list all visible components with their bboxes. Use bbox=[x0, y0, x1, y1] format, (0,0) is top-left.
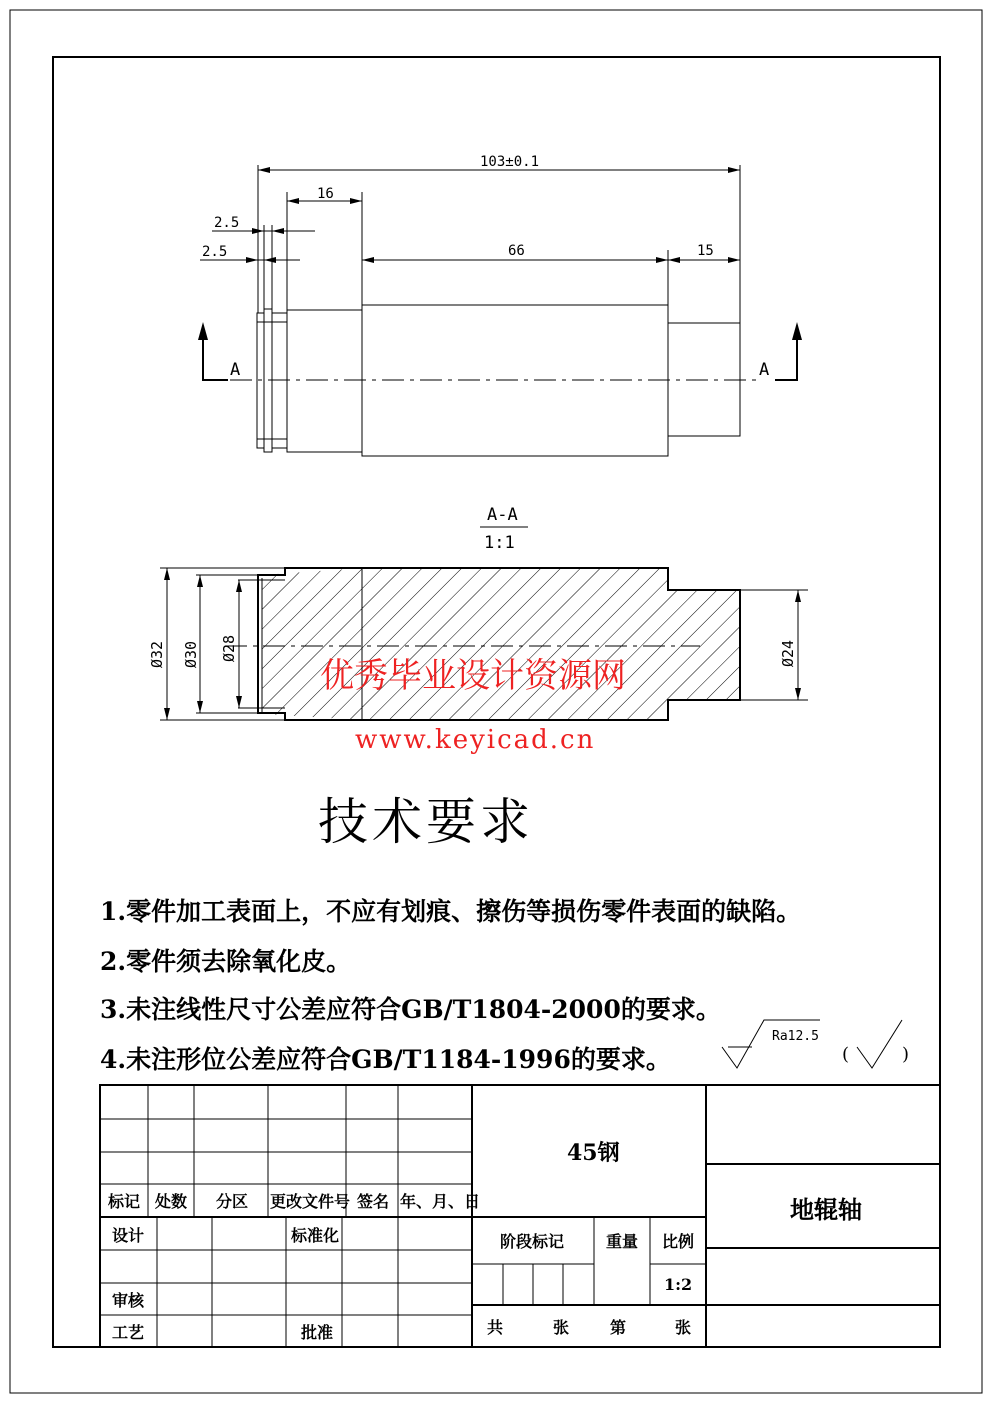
dia-28: Ø28 bbox=[220, 634, 238, 662]
dia-24: Ø24 bbox=[779, 639, 797, 667]
roughness-symbol bbox=[722, 1020, 909, 1068]
dim-2-5-top: 2.5 bbox=[214, 215, 240, 231]
dim-66: 66 bbox=[508, 243, 525, 259]
requirement-item-2: 2.零件须去除氧化皮。 bbox=[100, 947, 352, 976]
tb-header-date: 年、月、日 bbox=[400, 1192, 481, 1211]
tb-header-mark: 标记 bbox=[108, 1192, 141, 1211]
dim-overall: 103±0.1 bbox=[480, 154, 540, 170]
dim-15: 15 bbox=[697, 243, 714, 259]
tb-approve: 批准 bbox=[301, 1323, 334, 1342]
tb-header-count: 处数 bbox=[155, 1192, 188, 1211]
section-mark-left: A bbox=[230, 360, 241, 380]
tb-header-zone: 分区 bbox=[216, 1192, 249, 1211]
roughness-paren-open: ( bbox=[842, 1044, 850, 1065]
tb-sheet-2: 张 bbox=[675, 1318, 692, 1337]
dim-2-5-bottom: 2.5 bbox=[202, 244, 228, 260]
tb-stage-mark: 阶段标记 bbox=[500, 1232, 565, 1251]
dia-32: Ø32 bbox=[148, 640, 166, 668]
roughness-value: Ra12.5 bbox=[772, 1029, 819, 1044]
dim-16: 16 bbox=[317, 186, 334, 202]
tb-header-doc: 更改文件号 bbox=[270, 1192, 351, 1211]
tb-process: 工艺 bbox=[112, 1323, 145, 1342]
tb-weight: 重量 bbox=[606, 1232, 639, 1251]
tb-review: 审核 bbox=[112, 1291, 145, 1310]
tb-design: 设计 bbox=[112, 1226, 145, 1245]
requirements-title: 技术要求 bbox=[318, 793, 534, 851]
dia-30: Ø30 bbox=[182, 640, 200, 668]
section-title: A-A bbox=[487, 505, 518, 525]
tb-ratio-label: 比例 bbox=[662, 1232, 695, 1251]
section-scale: 1:1 bbox=[484, 533, 515, 553]
tb-ratio-value: 1:2 bbox=[664, 1275, 693, 1294]
tb-sheet-1: 张 bbox=[553, 1318, 570, 1337]
tb-material: 45钢 bbox=[567, 1140, 620, 1166]
requirement-item-1: 1.零件加工表面上，不应有划痕、擦伤等损伤零件表面的缺陷。 bbox=[100, 897, 802, 926]
roughness-paren-close: ) bbox=[902, 1044, 910, 1065]
requirement-item-4: 4.未注形位公差应符合GB/T1184-1996的要求。 bbox=[100, 1045, 671, 1074]
section-mark-right: A bbox=[759, 360, 770, 380]
tb-standardize: 标准化 bbox=[291, 1226, 340, 1245]
front-view bbox=[198, 165, 802, 456]
tb-sheet-no: 第 bbox=[610, 1318, 627, 1337]
watermark-url: www.keyicad.cn bbox=[355, 725, 596, 755]
tb-header-sign: 签名 bbox=[357, 1192, 390, 1211]
tb-part-name: 地辊轴 bbox=[790, 1195, 862, 1224]
tb-total: 共 bbox=[487, 1318, 504, 1337]
watermark-title: 优秀毕业设计资源网 bbox=[320, 656, 626, 696]
requirement-item-3: 3.未注线性尺寸公差应符合GB/T1804-2000的要求。 bbox=[100, 995, 721, 1024]
